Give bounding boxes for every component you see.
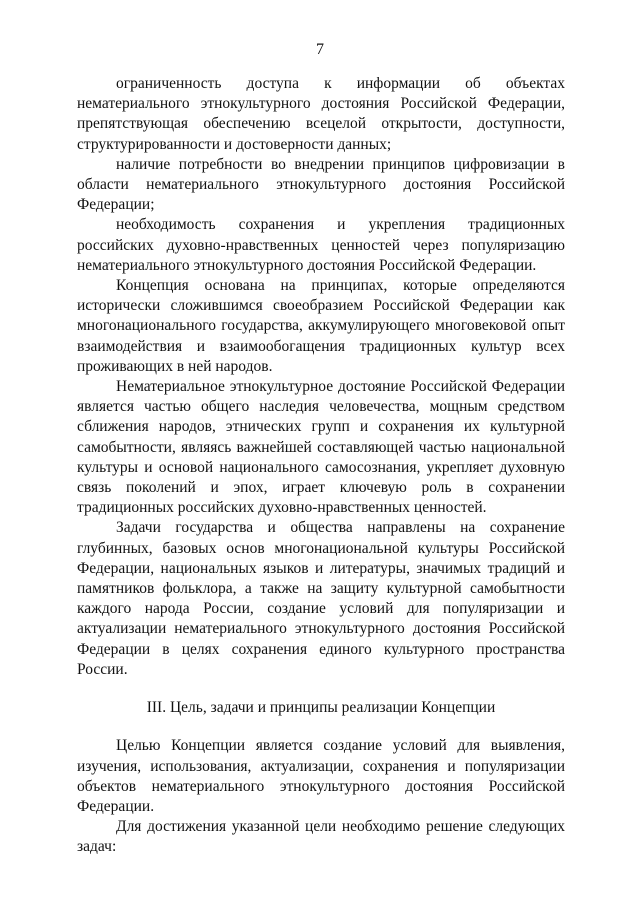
paragraph-digitalization-need: наличие потребности во внедрении принципов цифровизации в области нематериального этнокультурного достояния Российской Федерации; xyxy=(77,155,565,214)
paragraph-values-preservation: необходимость сохранения и укрепления традиционных российских духовно-нравственных ценностей через популяризацию нематериального этнокультурного достояния Российской Федерации. xyxy=(77,216,565,274)
section-heading: III. Цель, задачи и принципы реализации Концепции xyxy=(146,699,496,717)
paragraph-state-tasks: Задачи государства и общества направлены на сохранение глубинных, базовых основ многонациональной культуры Российской Федерации, национальных языков и литературы, значимых традиций и памятников фольклора, а также на защиту культурной самобытности каждого народа России, создание условий для популяризации и актуализации нематериального этнокультурного достояния Российской Федерации в целях сохранения единого культурного пространства России. xyxy=(77,519,565,678)
paragraph-concept-goal: Целью Концепции является создание условий для выявления, изучения, использования, актуализации, сохранения и популяризации объектов нематериального этнокультурного достояния Российской Федерации. xyxy=(77,737,565,815)
page-number: 7 xyxy=(316,41,324,58)
paragraph-concept-principles: Концепция основана на принципах, которые определяются исторически сложившимся своеобразием Российской Федерации как многонационального государства, аккумулирующего многовековой опыт взаимодействия и взаимообогащения традиционных культур всех проживающих в ней народов. xyxy=(77,277,565,375)
paragraph-heritage-significance: Нематериальное этнокультурное достояние Российской Федерации является частью общего наследия человечества, мощным средством сближения народов, этнических групп и сохранения их культурной самобытности, являясь важнейшей составляющей частью национальной культуры и основой национального самосознания, укрепляет духовную связь поколений и эпох, играет ключевую роль в сохранении традиционных российских духовно-нравственных ценностей. xyxy=(77,378,565,517)
paragraph-access-limitation: ограниченность доступа к информации об объектах нематериального этнокультурного достояния Российской Федерации, препятствующая обеспечению всецелой открытости, доступности, структурированности и достоверности данных; xyxy=(77,75,565,153)
paragraph-tasks-intro: Для достижения указанной цели необходимо решение следующих задач: xyxy=(77,818,565,856)
document-body xyxy=(77,74,565,858)
